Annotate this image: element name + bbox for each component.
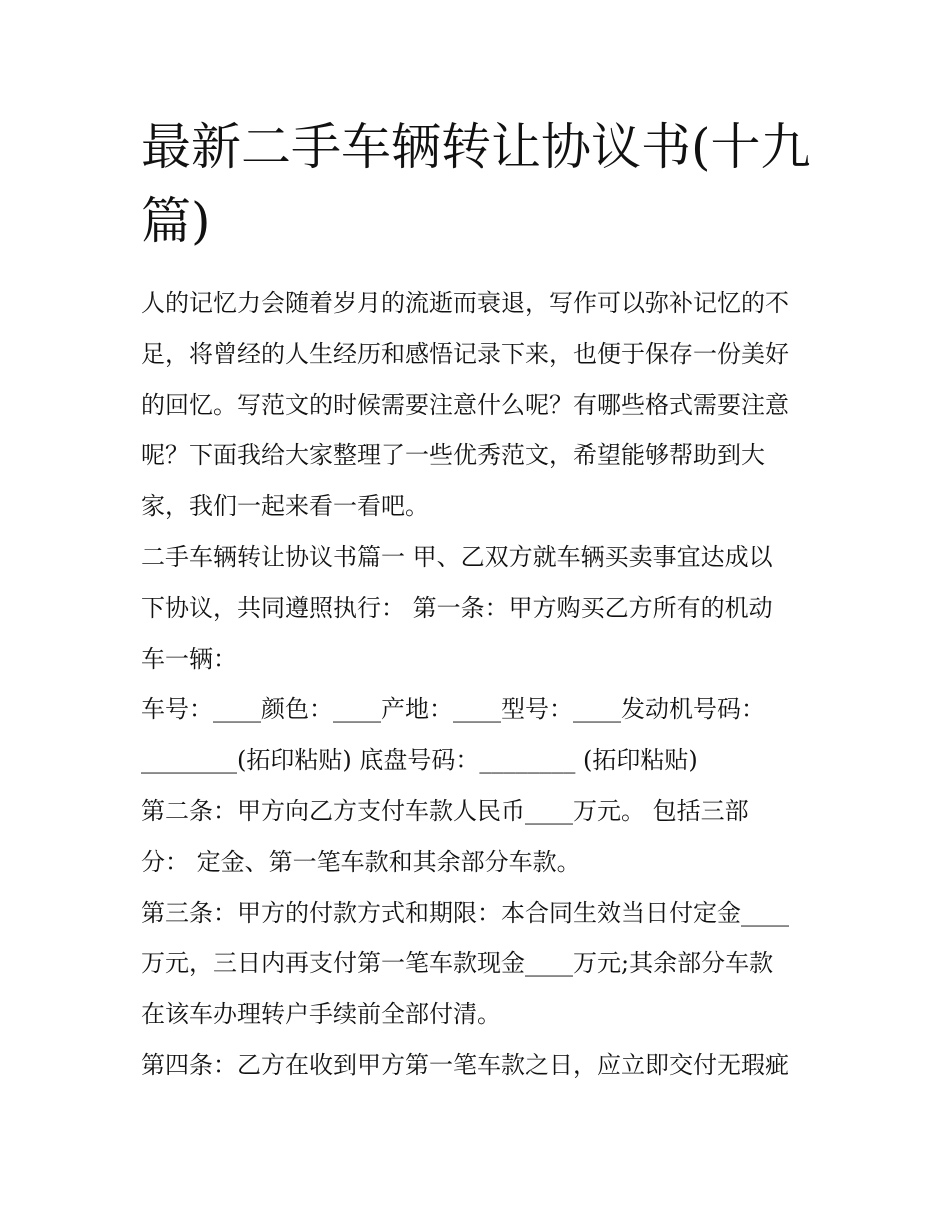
body-line: 第二条：甲方向乙方支付车款人民币____万元。 包括三部 bbox=[141, 796, 749, 825]
body-line: 车一辆： bbox=[141, 644, 237, 673]
title-line-2: 篇) bbox=[141, 192, 211, 250]
body-line: 呢？下面我给大家整理了一些优秀范文，希望能够帮助到大 bbox=[141, 441, 765, 470]
body-line: 人的记忆力会随着岁月的流逝而衰退，写作可以弥补记忆的不 bbox=[141, 289, 789, 317]
body-line: 分： 定金、第一笔车款和其余部分车款。 bbox=[141, 847, 581, 876]
body-line: 在该车办理转户手续前全部付清。 bbox=[141, 1000, 501, 1029]
body-line: 万元，三日内再支付第一笔车款现金____万元;其余部分车款 bbox=[141, 949, 774, 978]
document-title bbox=[141, 110, 816, 258]
document-page bbox=[141, 110, 816, 1091]
body-line: ________(拓印粘贴) 底盘号码：________ (拓印粘贴) bbox=[141, 746, 698, 775]
body-line: 第三条：甲方的付款方式和期限：本合同生效当日付定金____ bbox=[141, 898, 789, 927]
body-line: 足，将曾经的人生经历和感悟记录下来，也便于保存一份美好 bbox=[141, 339, 789, 368]
body-line: 的回忆。写范文的时候需要注意什么呢？有哪些格式需要注意 bbox=[141, 390, 789, 419]
title-line-1: 最新二手车辆转让协议书(十九 bbox=[141, 118, 811, 176]
body-line: 家，我们一起来看一看吧。 bbox=[141, 492, 429, 521]
document-body bbox=[141, 278, 816, 1091]
body-line: 车号：____颜色：____产地：____型号：____发动机号码： bbox=[141, 695, 765, 724]
body-line: 下协议，共同遵照执行： 第一条：甲方购买乙方所有的机动 bbox=[141, 593, 773, 622]
body-line: 第四条：乙方在收到甲方第一笔车款之日，应立即交付无瑕疵 bbox=[141, 1050, 789, 1079]
body-line: 二手车辆转让协议书篇一 甲、乙双方就车辆买卖事宜达成以 bbox=[141, 542, 773, 571]
